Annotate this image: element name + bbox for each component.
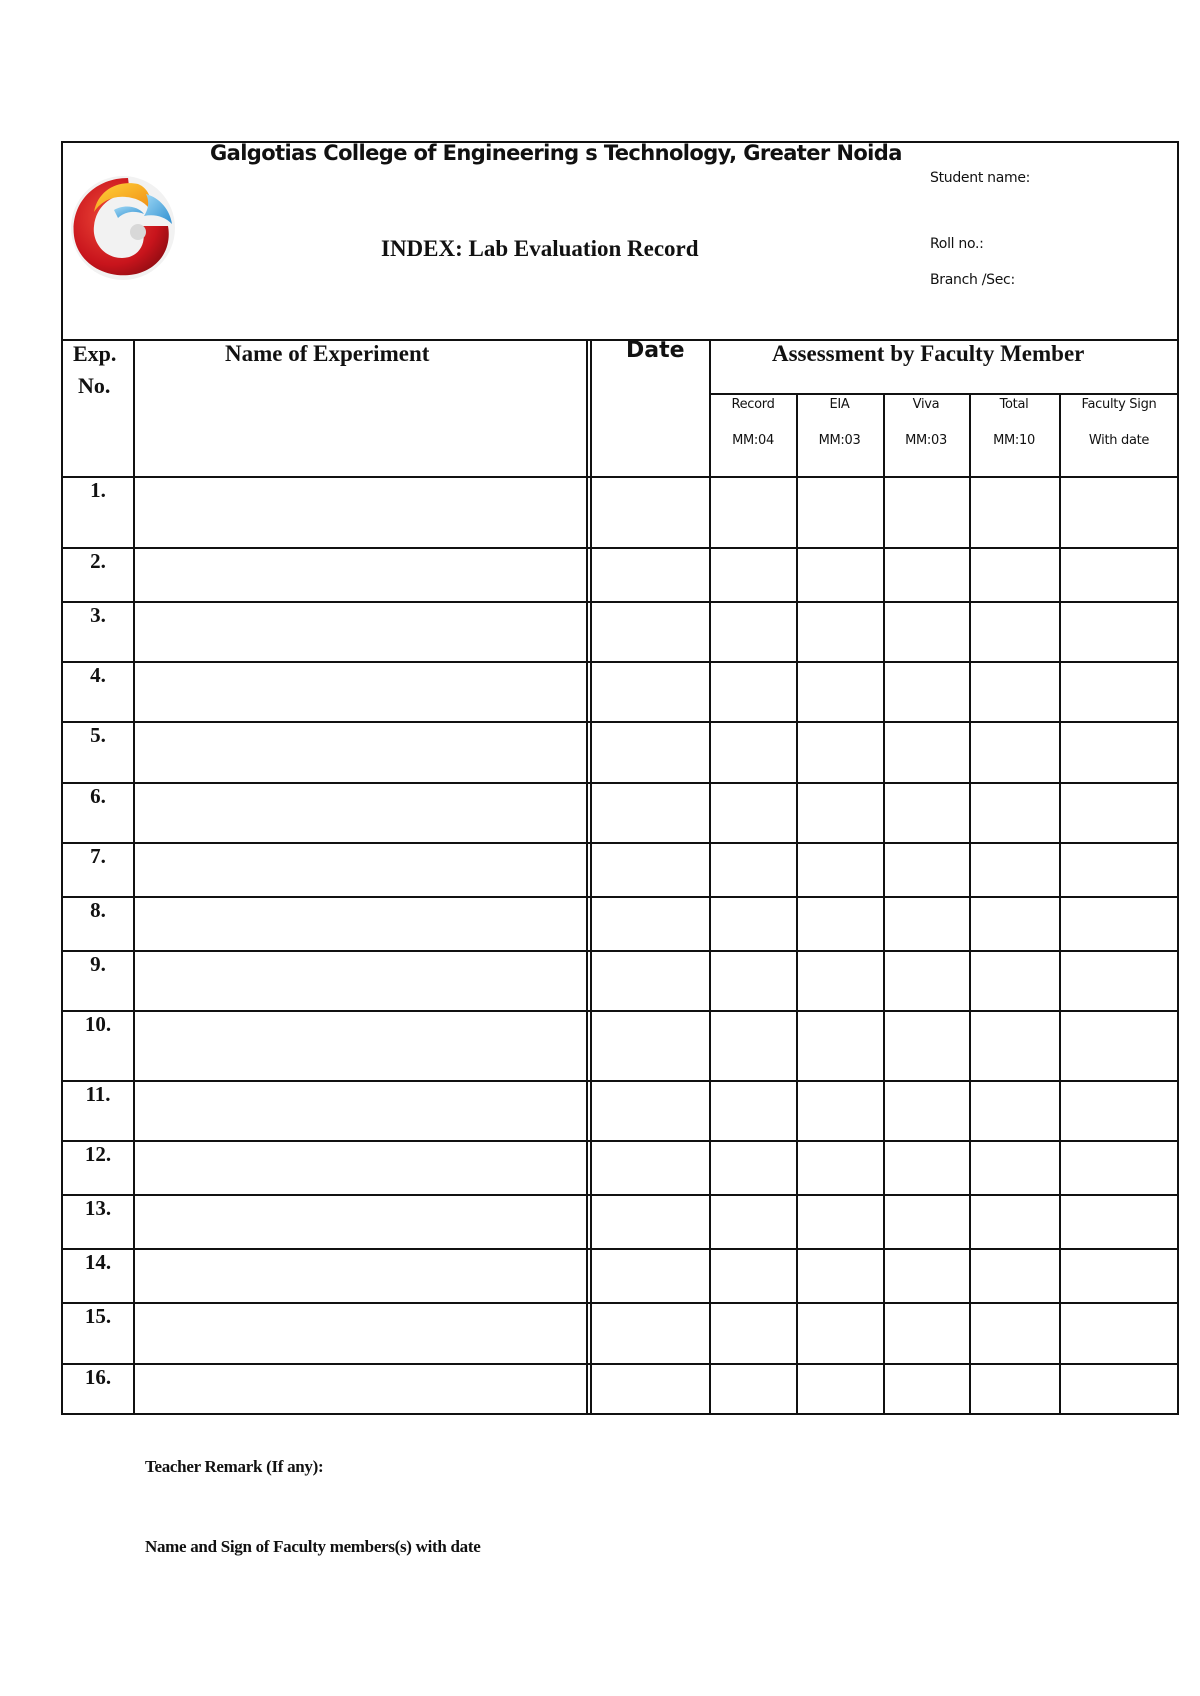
column-divider: [969, 393, 971, 1415]
assessment-subheader-divider: [709, 393, 1179, 395]
exp-row-number: 16.: [84, 1365, 112, 1389]
exp-row-number: 8.: [90, 898, 106, 922]
record-max-marks: MM:04: [732, 433, 774, 448]
row-divider: [61, 842, 1179, 844]
row-divider: [61, 1140, 1179, 1142]
row-divider: [61, 896, 1179, 898]
exp-row-number: 3.: [90, 603, 106, 627]
college-logo-icon: [68, 170, 178, 282]
assessment-header: Assessment by Faculty Member: [772, 341, 1085, 366]
exp-no-header-line1: Exp.: [73, 341, 117, 366]
total-max-marks: MM:10: [993, 433, 1035, 448]
name-of-experiment-header: Name of Experiment: [225, 341, 430, 366]
exp-row-number: 5.: [90, 723, 106, 747]
row-divider: [61, 1363, 1179, 1365]
row-divider: [61, 950, 1179, 952]
eia-max-marks: MM:03: [818, 433, 861, 448]
column-divider: [883, 393, 885, 1415]
exp-row-number: 10.: [84, 1012, 112, 1036]
row-divider: [61, 782, 1179, 784]
exp-row-number: 4.: [90, 663, 106, 687]
exp-no-header-line2: No.: [78, 373, 111, 398]
row-divider: [61, 547, 1179, 549]
row-divider: [61, 1194, 1179, 1196]
exp-row-number: 12.: [84, 1142, 112, 1166]
exp-row-number: 6.: [90, 784, 106, 808]
record-header: Record: [731, 397, 775, 412]
total-header: Total: [999, 397, 1029, 412]
branch-sec-label: Branch /Sec:: [930, 272, 1015, 288]
row-divider: [61, 1248, 1179, 1250]
row-divider: [61, 1010, 1179, 1012]
date-header: Date: [626, 338, 685, 363]
exp-row-number: 9.: [90, 952, 106, 976]
student-name-label: Student name:: [930, 170, 1031, 186]
column-divider: [796, 393, 798, 1415]
faculty-sign-label: Name and Sign of Faculty members(s) with date: [145, 1537, 481, 1556]
index-table-frame: [61, 141, 1179, 1415]
row-divider: [61, 661, 1179, 663]
exp-row-number: 7.: [90, 844, 106, 868]
viva-header: Viva: [912, 397, 940, 412]
roll-no-label: Roll no.:: [930, 236, 984, 252]
column-divider: [133, 339, 135, 1415]
row-divider: [61, 1080, 1179, 1082]
exp-row-number: 11.: [85, 1082, 111, 1106]
exp-row-number: 13.: [84, 1196, 112, 1220]
row-divider: [61, 721, 1179, 723]
exp-row-number: 2.: [90, 549, 106, 573]
row-divider: [61, 1302, 1179, 1304]
eia-header: EIA: [829, 397, 850, 412]
page-title: INDEX: Lab Evaluation Record: [381, 236, 699, 261]
exp-row-number: 1.: [90, 478, 106, 502]
exp-row-number: 14.: [84, 1250, 112, 1274]
row-divider: [61, 601, 1179, 603]
column-divider: [590, 339, 592, 1415]
viva-max-marks: MM:03: [905, 433, 947, 448]
column-divider: [586, 339, 588, 1415]
faculty-sign-header: Faculty Sign: [1081, 397, 1157, 412]
column-divider: [1059, 393, 1061, 1415]
faculty-sign-date: With date: [1088, 433, 1150, 448]
exp-row-number: 15.: [84, 1304, 112, 1328]
college-name: Galgotias College of Engineering s Technology, Greater Noida: [210, 141, 902, 165]
row-divider: [61, 476, 1179, 478]
teacher-remark-label: Teacher Remark (If any):: [145, 1457, 324, 1476]
column-divider: [709, 339, 711, 1415]
